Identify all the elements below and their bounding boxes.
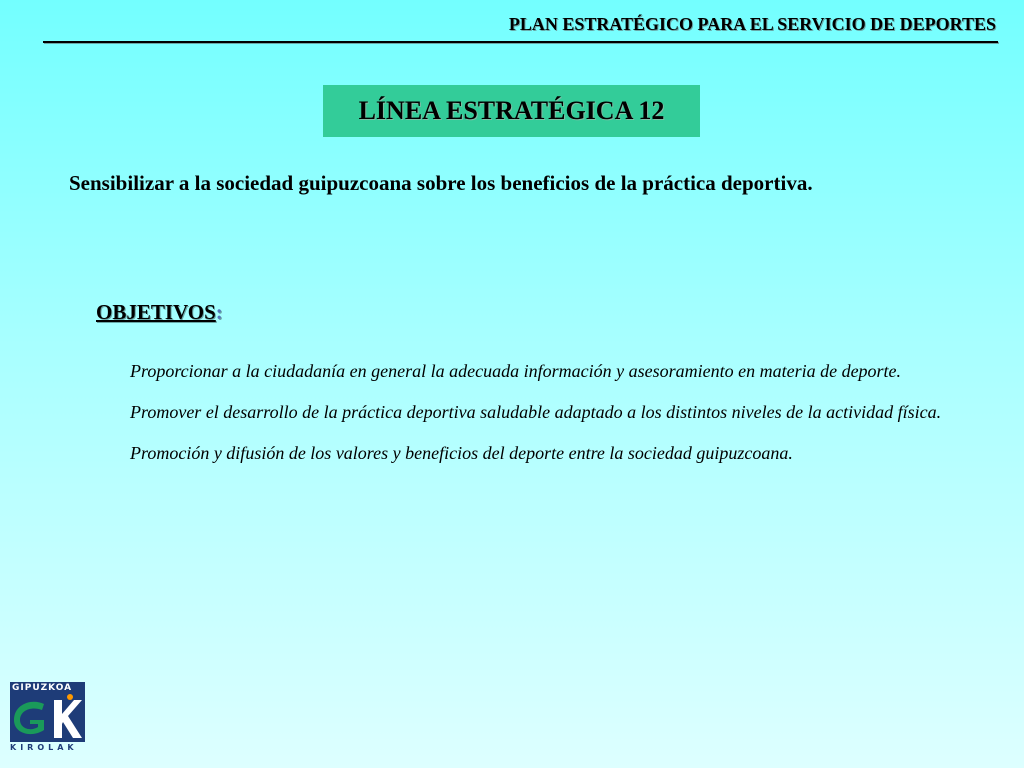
objectives-heading-colon: : [215, 300, 223, 324]
objectives-list [130, 358, 990, 481]
objective-item: Promoción y difusión de los valores y beneficios del deporte entre la sociedad guipuzcoana. [130, 443, 793, 463]
gipuzkoa-kirolak-logo [10, 682, 85, 752]
logo-emblem [10, 694, 85, 742]
logo-bottom-text: KIROLAK [10, 743, 78, 752]
header-title: PLAN ESTRATÉGICO PARA EL SERVICIO DE DEPORTES [508, 14, 996, 34]
logo-top-text: GIPUZKOA [10, 682, 85, 694]
strategic-line-title: LÍNEA ESTRATÉGICA 12 [358, 96, 665, 125]
objective-item: Promover el desarrollo de la práctica deportiva saludable adaptado a los distintos niveles de la actividad física. [130, 402, 942, 422]
mission-statement: Sensibilizar a la sociedad guipuzcoana sobre los beneficios de la práctica deportiva. [69, 171, 813, 195]
objective-item: Proporcionar a la ciudadanía en general la adecuada información y asesoramiento en materia de deporte. [130, 361, 902, 381]
objectives-heading-text: OBJETIVOS [96, 300, 216, 324]
objectives-heading [96, 300, 223, 325]
logo-emblem-icon [10, 694, 85, 742]
strategic-line-box [323, 85, 700, 137]
header-divider [43, 41, 998, 43]
